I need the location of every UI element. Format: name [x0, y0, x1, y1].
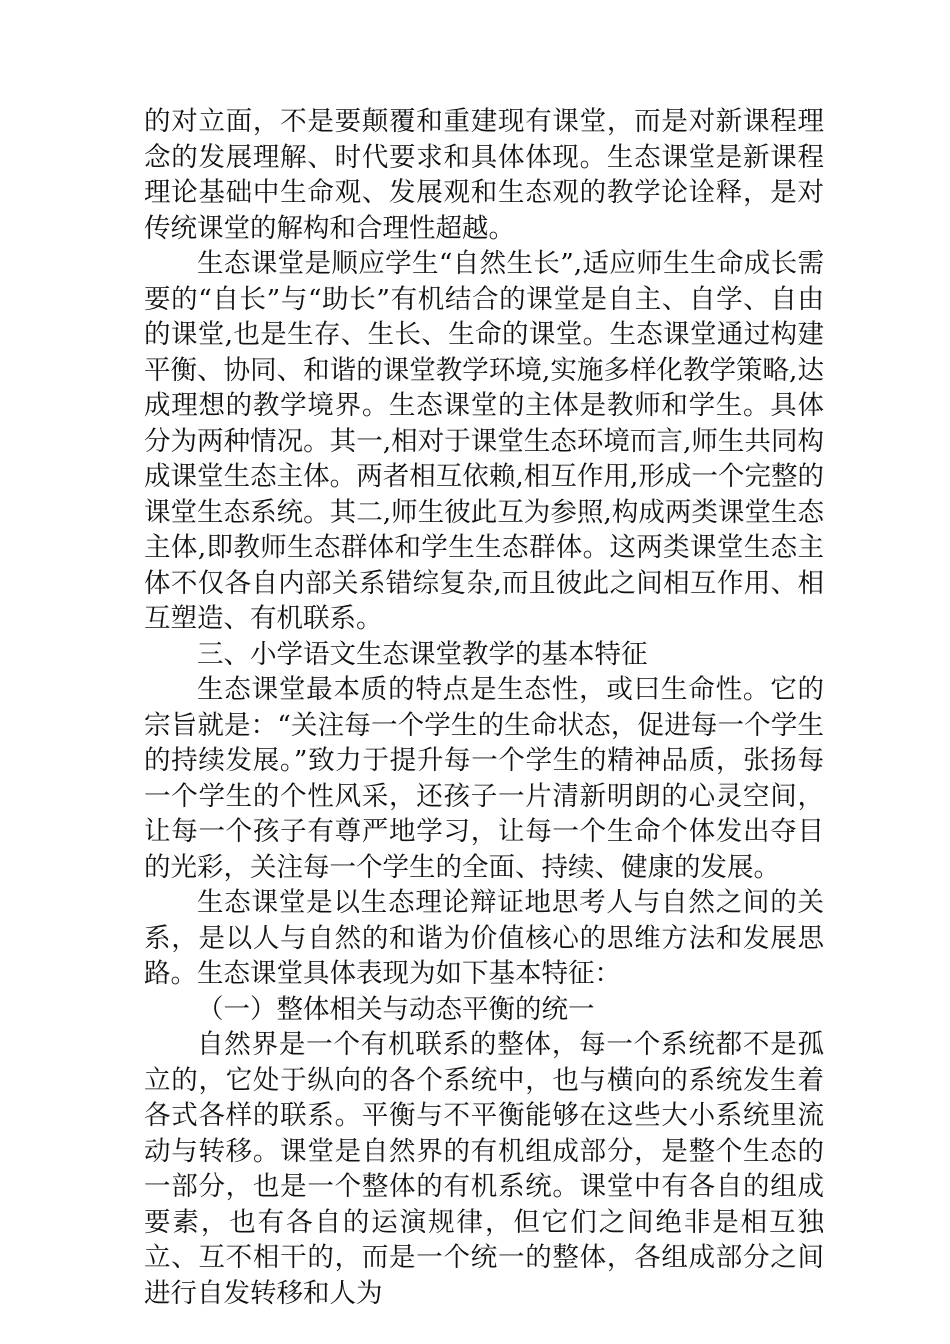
paragraph-continued: 的对立面，不是要颠覆和重建现有课堂，而是对新课程理念的发展理解、时代要求和具体体现。生态课堂是新课程理论基础中生命观、发展观和生态观的教学论诠释，是对传统课堂的解构和合理性超越。 — [144, 106, 824, 244]
paragraph-ecological-classroom-definition: 生态课堂是顺应学生“自然生长”,适应师生生命成长需要的“自长”与“助长”有机结合的课堂是自主、自学、自由的课堂,也是生存、生长、生命的课堂。生态课堂通过构建平衡、协同、和谐的课堂教学环境,实施多样化教学策略,达成理想的教学境界。生态课堂的主体是教师和学生。具体分为两种情况。其一,相对于课堂生态环境而言,师生共同构成课堂生态主体。两者相互依赖,相互作用,形成一个完整的课堂生态系统。其二,师生彼此互为参照,构成两类课堂生态主体,即教师生态群体和学生生态群体。这两类课堂生态主体不仅各自内部关系错综复杂,而且彼此之间相互作用、相互塑造、有机联系。 — [144, 248, 824, 634]
paragraph-ecological-theory: 生态课堂是以生态理论辩证地思考人与自然之间的关系，是以人与自然的和谐为价值核心的思维方法和发展思路。生态课堂具体表现为如下基本特征： — [144, 887, 824, 989]
document-page — [144, 104, 824, 1311]
section-heading-basic-features: 三、小学语文生态课堂教学的基本特征 — [197, 638, 648, 670]
subsection-heading-unity: （一）整体相关与动态平衡的统一 — [197, 993, 595, 1025]
paragraph-essential-feature: 生态课堂最本质的特点是生态性，或曰生命性。它的宗旨就是：“关注每一个学生的生命状态，促进每一个学生的持续发展。”致力于提升每一个学生的精神品质，张扬每一个学生的个性风采，还孩子一片清新明朗的心灵空间，让每一个孩子有尊严地学习，让每一个生命个体发出夺目的光彩，关注每一个学生的全面、持续、健康的发展。 — [144, 674, 824, 883]
paragraph-natural-world: 自然界是一个有机联系的整体，每一个系统都不是孤立的，它处于纵向的各个系统中，也与横向的系统发生着各式各样的联系。平衡与不平衡能够在这些大小系统里流动与转移。课堂是自然界的有机组成部分，是整个生态的一部分，也是一个整体的有机系统。课堂中有各自的组成要素，也有各自的运演规律，但它们之间绝非是相互独立、互不相干的，而是一个统一的整体，各组成部分之间进行自发转移和人为 — [144, 1029, 824, 1309]
